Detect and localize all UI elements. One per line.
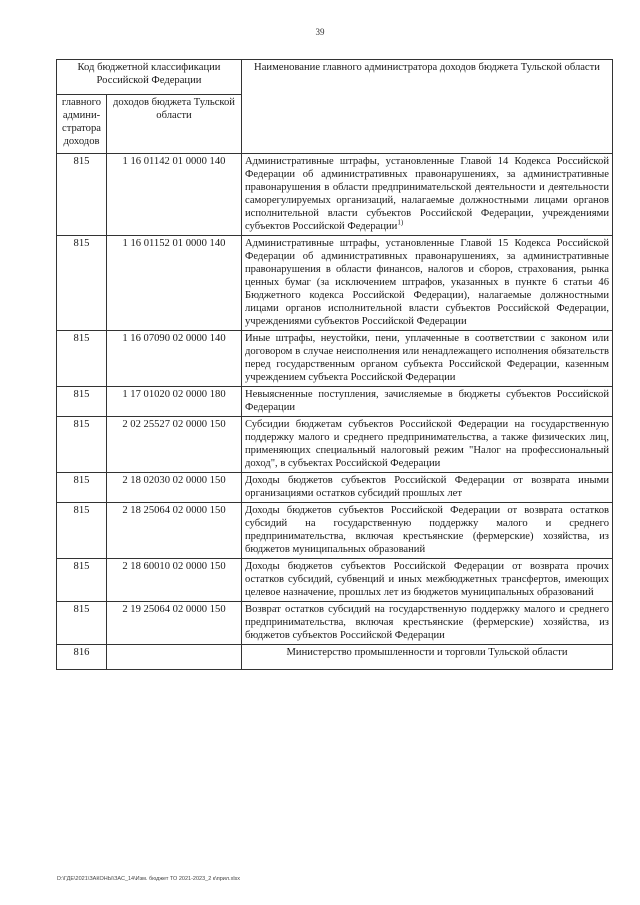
income-name-cell bbox=[242, 387, 613, 417]
page-number: 39 bbox=[315, 27, 325, 37]
ministry-empty-cell bbox=[107, 645, 242, 670]
table-row bbox=[57, 331, 613, 387]
income-name-cell bbox=[242, 331, 613, 387]
admin-code-cell: 815 bbox=[57, 331, 107, 387]
table-row bbox=[57, 503, 613, 559]
income-code-cell: 2 19 25064 02 0000 150 bbox=[107, 602, 242, 645]
table-row bbox=[57, 602, 613, 645]
income-name-text: Невыясненные поступления, зачисляемые в бюджеты субъектов Российской Федерации bbox=[245, 389, 609, 413]
income-name-text: Доходы бюджетов субъектов Российской Федерации от возврата иными организациями остатков субсидий прошлых лет bbox=[245, 475, 609, 499]
admin-code-cell: 815 bbox=[57, 236, 107, 331]
footnote-marker: 1) bbox=[397, 218, 404, 227]
table-header-row bbox=[57, 60, 613, 95]
table-row bbox=[57, 236, 613, 331]
admin-code-cell: 815 bbox=[57, 559, 107, 602]
income-name-cell bbox=[242, 154, 613, 236]
income-code-cell: 1 16 01152 01 0000 140 bbox=[107, 236, 242, 331]
income-name-cell bbox=[242, 236, 613, 331]
income-code-cell: 2 18 60010 02 0000 150 bbox=[107, 559, 242, 602]
table-row bbox=[57, 559, 613, 602]
income-name-text: Административные штрафы, установленные Главой 15 Кодекса Российской Федерации об административных правонарушениях, за административные правонарушения в области финансов, налогов и сборов, страхования, рынка ценных бумаг (за исключением штрафов, указанных в пункте 6 статьи 46 Бюджетного кодекса Российской Федерации), налагаемые должностными лицами органов исполнительной власти субъектов Российской Федерации, учреждениями субъектов Российской Федерации bbox=[245, 238, 609, 327]
income-code-cell: 1 16 07090 02 0000 140 bbox=[107, 331, 242, 387]
table-row bbox=[57, 417, 613, 473]
income-name-text: Доходы бюджетов субъектов Российской Федерации от возврата остатков субсидий на государственную поддержку малого и среднего предпринимательства, включая крестьянские (фермерские) хозяйства, из бюджетов муниципальных образований bbox=[245, 505, 609, 555]
income-name-cell bbox=[242, 602, 613, 645]
income-name-text: Доходы бюджетов субъектов Российской Федерации от возврата прочих остатков субсидий, субвенций и иных межбюджетных трансфертов, имеющих целевое назначение, прошлых лет из бюджетов муниципальных образований bbox=[245, 561, 609, 598]
income-name-text: Административные штрафы, установленные Главой 14 Кодекса Российской Федерации об административных правонарушениях, за административные правонарушения в области предпринимательской деятельности и деятельности саморегулируемых организаций, налагаемые должностными лицами органов исполнительной власти субъектов Российской Федерации, учреждениями субъектов Российской Федерации bbox=[245, 156, 609, 232]
header-admin-column: главного админи-стратора доходов bbox=[57, 95, 107, 154]
income-code-cell: 1 17 01020 02 0000 180 bbox=[107, 387, 242, 417]
header-code-group: Код бюджетной классификации Российской Федерации bbox=[57, 60, 242, 95]
income-name-text: Иные штрафы, неустойки, пени, уплаченные в соответствии с законом или договором в случае неисполнения или ненадлежащего исполнения обязательств перед государственным органом субъекта Российской Федерации, казенным учреждением субъекта Российской Федерации bbox=[245, 333, 609, 383]
income-administrators-table bbox=[56, 59, 613, 670]
header-name-column: Наименование главного администратора доходов бюджета Тульской области bbox=[242, 60, 613, 154]
income-name-cell bbox=[242, 503, 613, 559]
income-name-text: Возврат остатков субсидий на государственную поддержку малого и среднего предпринимательства, включая крестьянские (фермерские) хозяйства, из бюджетов субъектов Российской Федерации bbox=[245, 604, 609, 641]
admin-code-cell: 815 bbox=[57, 154, 107, 236]
income-name-cell bbox=[242, 473, 613, 503]
table-row bbox=[57, 387, 613, 417]
admin-code-cell: 815 bbox=[57, 503, 107, 559]
file-path-footer: D:\ГДЕ\2021\ЗАКОНЫ\ЗАС_14\Изм. бюджет ТО 2021-2023_2 к\прил.xlsx bbox=[57, 876, 241, 882]
admin-code-cell: 815 bbox=[57, 417, 107, 473]
income-code-cell: 2 18 25064 02 0000 150 bbox=[107, 503, 242, 559]
admin-code-cell: 815 bbox=[57, 602, 107, 645]
table-row bbox=[57, 154, 613, 236]
header-income-column: доходов бюджета Тульской области bbox=[107, 95, 242, 154]
ministry-name: Министерство промышленности и торговли Тульской области bbox=[242, 645, 613, 670]
table-row bbox=[57, 473, 613, 503]
income-code-cell: 2 18 02030 02 0000 150 bbox=[107, 473, 242, 503]
admin-code-cell: 815 bbox=[57, 387, 107, 417]
income-name-text: Субсидии бюджетам субъектов Российской Федерации на государственную поддержку малого и среднего предпринимательства, а также физических лиц, применяющих специальный налоговый режим "Налог на профессиональный доход", в субъектах Российской Федерации bbox=[245, 419, 609, 469]
income-name-cell bbox=[242, 417, 613, 473]
income-code-cell: 1 16 01142 01 0000 140 bbox=[107, 154, 242, 236]
income-code-cell: 2 02 25527 02 0000 150 bbox=[107, 417, 242, 473]
admin-code-cell: 815 bbox=[57, 473, 107, 503]
income-name-cell bbox=[242, 559, 613, 602]
ministry-admin-code: 816 bbox=[57, 645, 107, 670]
ministry-row bbox=[57, 645, 613, 670]
